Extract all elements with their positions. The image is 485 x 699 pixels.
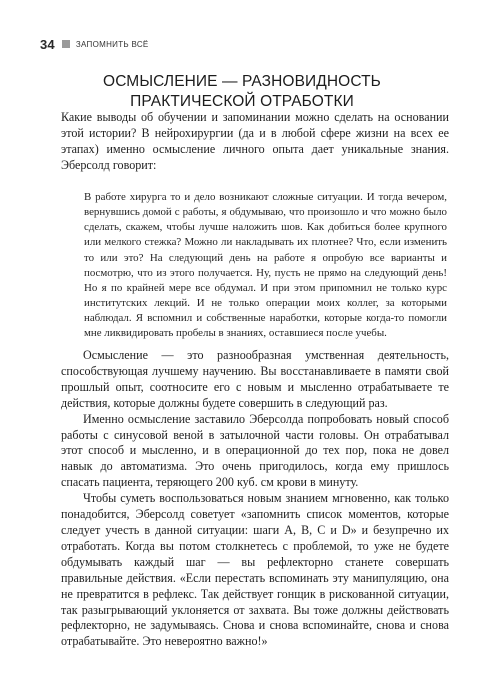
running-header — [40, 36, 149, 52]
intro-paragraph: Какие выводы об обучении и запоминании можно сделать на основании этой истории? В нейрохирургии (да и в любой сфере жизни на всех ее этапах) именно осмысление личного опыта дает уникальные знания. Эберсолд говорит: — [61, 110, 449, 172]
body-text — [61, 348, 449, 650]
page-number: 34 — [40, 36, 55, 52]
header-square-marker — [62, 40, 70, 48]
block-quote: В работе хирурга то и дело возникают сложные ситуации. И тогда вечером, вернувшись домой с работы, я обдумываю, что произошло и что можно было сделать, скажем, чтобы лучше наложить шов. Как добиться более крупного или мелкого стежка? Можно ли накладывать их плотнее? Что, если изменить то или это? На следующий день на работе я опробую все варианты и посмотрю, что из этого получается. Ну, пусть не прямо на следующий день! Но я по крайней мере все обдумал. И при этом припомнил не только курс институтских лекций. И не только операции моих коллег, за которыми наблюдал. Я вспомнил и собственные наработки, которые когда-то помогли мне ликвидировать пробелы в знаниях, оставшиеся после учебы. — [84, 191, 447, 340]
section-heading — [40, 72, 444, 112]
running-title: ЗАПОМНИТЬ ВСЁ — [75, 39, 149, 49]
section-heading-line-1: ОСМЫСЛЕНИЕ — РАЗНОВИДНОСТЬ — [103, 73, 381, 90]
body-paragraph: Чтобы суметь воспользоваться новым знанием мгновенно, как только понадобится, Эберсолд советует «запомнить список моментов, которые следует учесть в данной ситуации: шаги А, В, С и D» и безупречно их отработать. Когда вы потом столкнетесь с проблемой, то уже не будете обдумывать каждый шаг — вы рефлекторно станете совершать правильные действия. «Если перестать вспоминать эту манипуляцию, она не превратится в рефлекс. Так действует гонщик в рискованной ситуации, так разыгрывающий уклоняется от захвата. Вы тоже должны действовать рефлекторно, не задумываясь. Снова и снова вспоминайте, снова и снова отрабатывайте. Это невероятно важно!» — [61, 491, 449, 649]
body-paragraph: Осмысление — это разнообразная умственная деятельность, способствующая лучшему научению. Вы восстанавливаете в памяти свой прошлый опыт, соотносите его с новым и мысленно отрабатываете те действия, которые должны будете совершить в следующий раз. — [61, 348, 449, 410]
section-heading-line-2: ПРАКТИЧЕСКОЙ ОТРАБОТКИ — [130, 93, 354, 110]
body-paragraph: Именно осмысление заставило Эберсолда попробовать новый способ работы с синусовой веной в затылочной части головы. Он отрабатывал этот способ и мысленно, и в операционной до тех пор, пока не довел навык до автоматизма. Это очень пригодилось, когда ему пришлось спасать пациента, теряющего 200 куб. см крови в минуту. — [61, 411, 449, 490]
